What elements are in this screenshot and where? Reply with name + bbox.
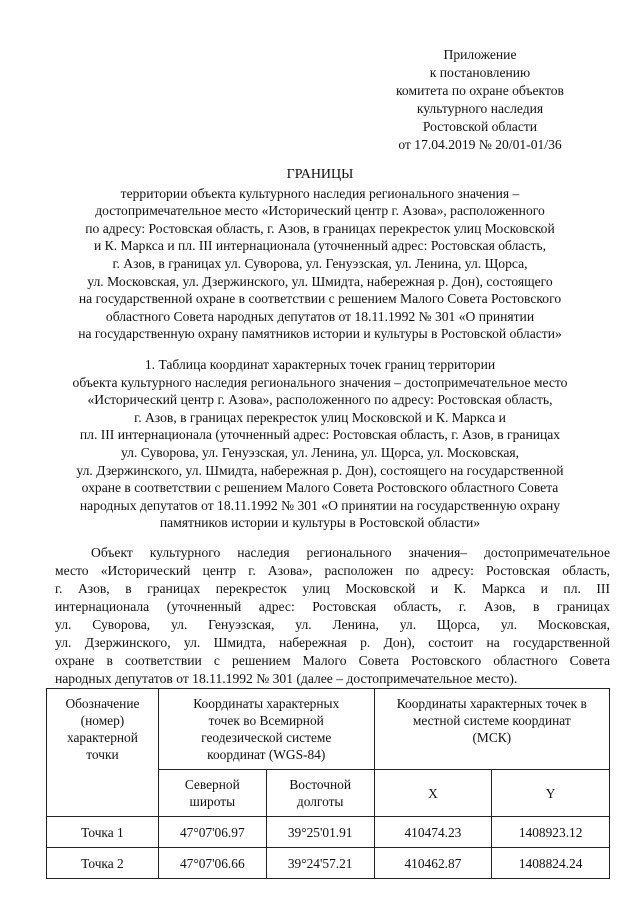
heading-line: на государственную охрану памятников истории и культуры в Ростовской области» [78,326,562,342]
cell-north: 47°07'06.97 [158,817,266,848]
section-line: ул. Суворова, ул. Генуэзская, ул. Ленина, ул. Щорса, ул. Московская, [120,444,520,460]
paragraph-line: ул. Суворова, ул. Генуэзская, ул. Ленина, ул. Щорса, ул. Московская, [55,617,610,632]
paragraph-line: место «Исторический центр г. Азова», расположен по адресу: Ростовская область, [55,563,610,578]
section-line: 1. Таблица координат характерных точек границ территории [144,357,496,372]
appendix-line: Приложение [443,47,517,62]
subheader-east: Восточной долготы [266,770,374,817]
table-header-row [47,689,610,770]
cell-east: 39°25'01.91 [266,817,374,848]
cell-y: 1408824.24 [492,848,610,879]
cell-y: 1408923.12 [492,817,610,848]
section-title [50,356,590,532]
section-line: народных депутатов от 18.11.1992 № 301 «О принятии на государственную охрану [79,497,561,513]
subheader-x: X [374,770,492,817]
paragraph-line: охране в соответствии с решением Малого Совета Ростовского областного Совета [55,653,610,668]
heading-line: по адресу: Ростовская область, г. Азов, в границах перекресток улиц Московской [85,220,555,236]
cell-point: Точка 1 [47,817,159,848]
heading-line: г. Азов, в границах ул. Суворова, ул. Генуэзская, ул. Ленина, ул. Щорса, [112,255,528,271]
coordinates-table [46,688,610,879]
section-line: г. Азов, в границах перекресток улиц Московской и К. Маркса и [134,409,506,425]
document-title: ГРАНИЦЫ [286,167,354,182]
paragraph-line: народных депутатов от 18.11.1992 № 301 (далее – достопримечательное место). [55,671,518,686]
cell-x: 410474.23 [374,817,492,848]
paragraph-line: ул. Дзержинского, ул. Шмидта, набережная р. Дон), состоит на государственной [55,635,610,650]
cell-x: 410462.87 [374,848,492,879]
subheader-y: Y [492,770,610,817]
heading-line: достопримечательное место «Исторический центр г. Азова», расположенного [95,203,545,219]
section-line: объекта культурного наследия регионального значения – достопримечательное место [72,374,568,390]
paragraph-line: интернационала (уточненный адрес: Ростовская область, г. Азов, в границах [55,599,610,614]
paragraph-line: Объект культурного наследия регионального значения– достопримечательное [91,545,610,560]
cell-north: 47°07'06.66 [158,848,266,879]
section-line: памятников истории и культуры в Ростовской области» [159,515,481,531]
subheader-north: Северной широты [158,770,266,817]
heading-line: на государственной охране в соответствии с решением Малого Совета Ростовского [78,291,562,307]
paragraph-line: г. Азов, в границах перекресток улиц Московской и К. Маркса и пл. III [55,581,610,596]
cell-east: 39°24'57.21 [266,848,374,879]
appendix-block [380,46,580,154]
appendix-line: культурного наследия [416,101,544,116]
table-row [47,817,610,848]
appendix-line: Ростовской области [422,119,538,134]
appendix-line: к постановлению [429,65,531,80]
section-line: «Исторический центр г. Азова», расположенного по адресу: Ростовская область, [87,392,553,408]
appendix-line: комитета по охране объектов [396,83,564,98]
cell-point: Точка 2 [47,848,159,879]
section-line: ул. Дзержинского, ул. Шмидта, набережная р. Дон), состоящего на государственной [76,462,564,478]
appendix-line: от 17.04.2019 № 20/01-01/36 [398,137,562,152]
section-line: пл. III интернационала (уточненный адрес: Ростовская область, г. Азов, в границах [79,427,561,443]
section-line: охране в соответствии с решением Малого Совета Ростовского областного Совета [81,480,559,496]
document-heading [50,166,590,343]
description-paragraph [55,544,610,688]
header-designation: Обозначение (номер) характерной точки [47,689,159,817]
heading-line: областного Совета народных депутатов от 18.11.1992 № 301 «О принятии [105,308,535,324]
heading-line: ул. Московская, ул. Дзержинского, ул. Шмидта, набережная р. Дон), состоящего [87,273,553,289]
table-row [47,848,610,879]
heading-line: и К. Маркса и пл. III интернационала (уточненный адрес: Ростовская область, [93,238,546,254]
heading-line: территории объекта культурного наследия регионального значения – [120,185,520,201]
header-msk: Координаты характерных точек в местной системе координат (МСК) [374,689,609,770]
header-wgs: Координаты характерных точек во Всемирной геодезической системе координат (WGS-84) [158,689,374,770]
